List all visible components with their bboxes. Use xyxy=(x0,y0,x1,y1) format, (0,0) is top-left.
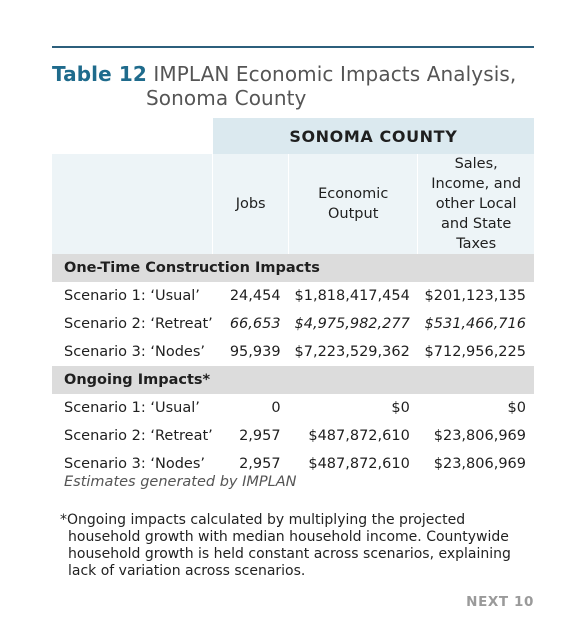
section-heading: Ongoing Impacts* xyxy=(52,366,534,394)
cell-output: $4,975,982,277 xyxy=(294,316,410,332)
title-line-1: IMPLAN Economic Impacts Analysis, xyxy=(153,62,517,86)
table-row xyxy=(52,422,534,450)
table-row xyxy=(52,338,534,366)
cell-taxes: $531,466,716 xyxy=(424,316,526,332)
source-note: Estimates generated by IMPLAN xyxy=(64,474,297,490)
column-header-taxes: Sales, Income, and other Local and State Taxes xyxy=(418,154,534,254)
cell-jobs: 95,939 xyxy=(229,344,281,360)
table-row xyxy=(52,394,534,422)
column-header-output: Economic Output xyxy=(289,154,418,254)
cell-taxes: $201,123,135 xyxy=(424,288,526,304)
title-line-2: Sonoma County xyxy=(146,86,307,110)
column-header-jobs: Jobs xyxy=(213,154,289,254)
cell-taxes: $23,806,969 xyxy=(433,456,526,472)
row-label: Scenario 2: ‘Retreat’ xyxy=(64,316,213,332)
cell-output: $1,818,417,454 xyxy=(294,288,410,304)
table-number: Table 12 xyxy=(52,62,147,86)
group-header-blank xyxy=(52,118,213,154)
cell-jobs: 24,454 xyxy=(229,288,281,304)
row-label: Scenario 1: ‘Usual’ xyxy=(64,288,200,304)
footnote xyxy=(60,512,536,580)
row-label: Scenario 3: ‘Nodes’ xyxy=(64,456,205,472)
section-row xyxy=(52,366,534,394)
cell-taxes: $23,806,969 xyxy=(433,428,526,444)
group-header-row xyxy=(52,118,534,154)
cell-output: $487,872,610 xyxy=(308,428,410,444)
footnote-text: *Ongoing impacts calculated by multiplying the projected household growth with median household income. Countywide household growth is held constant across scenarios, explaining lack of variation across scenarios. xyxy=(60,512,511,579)
group-header: SONOMA COUNTY xyxy=(213,118,534,154)
table-title xyxy=(52,62,534,110)
column-header-row xyxy=(52,154,534,254)
cell-taxes: $0 xyxy=(507,400,526,416)
column-header-blank xyxy=(52,154,213,254)
page-tag: NEXT 10 xyxy=(466,594,534,610)
cell-output: $7,223,529,362 xyxy=(294,344,410,360)
row-label: Scenario 2: ‘Retreat’ xyxy=(64,428,213,444)
cell-jobs: 66,653 xyxy=(229,316,281,332)
cell-jobs: 2,957 xyxy=(239,456,281,472)
row-label: Scenario 1: ‘Usual’ xyxy=(64,400,200,416)
cell-output: $0 xyxy=(391,400,410,416)
top-rule xyxy=(52,46,534,48)
table-row xyxy=(52,282,534,310)
impacts-table xyxy=(52,118,534,478)
section-row xyxy=(52,254,534,282)
cell-output: $487,872,610 xyxy=(308,456,410,472)
table-row xyxy=(52,310,534,338)
cell-taxes: $712,956,225 xyxy=(424,344,526,360)
cell-jobs: 2,957 xyxy=(239,428,281,444)
cell-jobs: 0 xyxy=(271,400,281,416)
section-heading: One-Time Construction Impacts xyxy=(52,254,534,282)
row-label: Scenario 3: ‘Nodes’ xyxy=(64,344,205,360)
